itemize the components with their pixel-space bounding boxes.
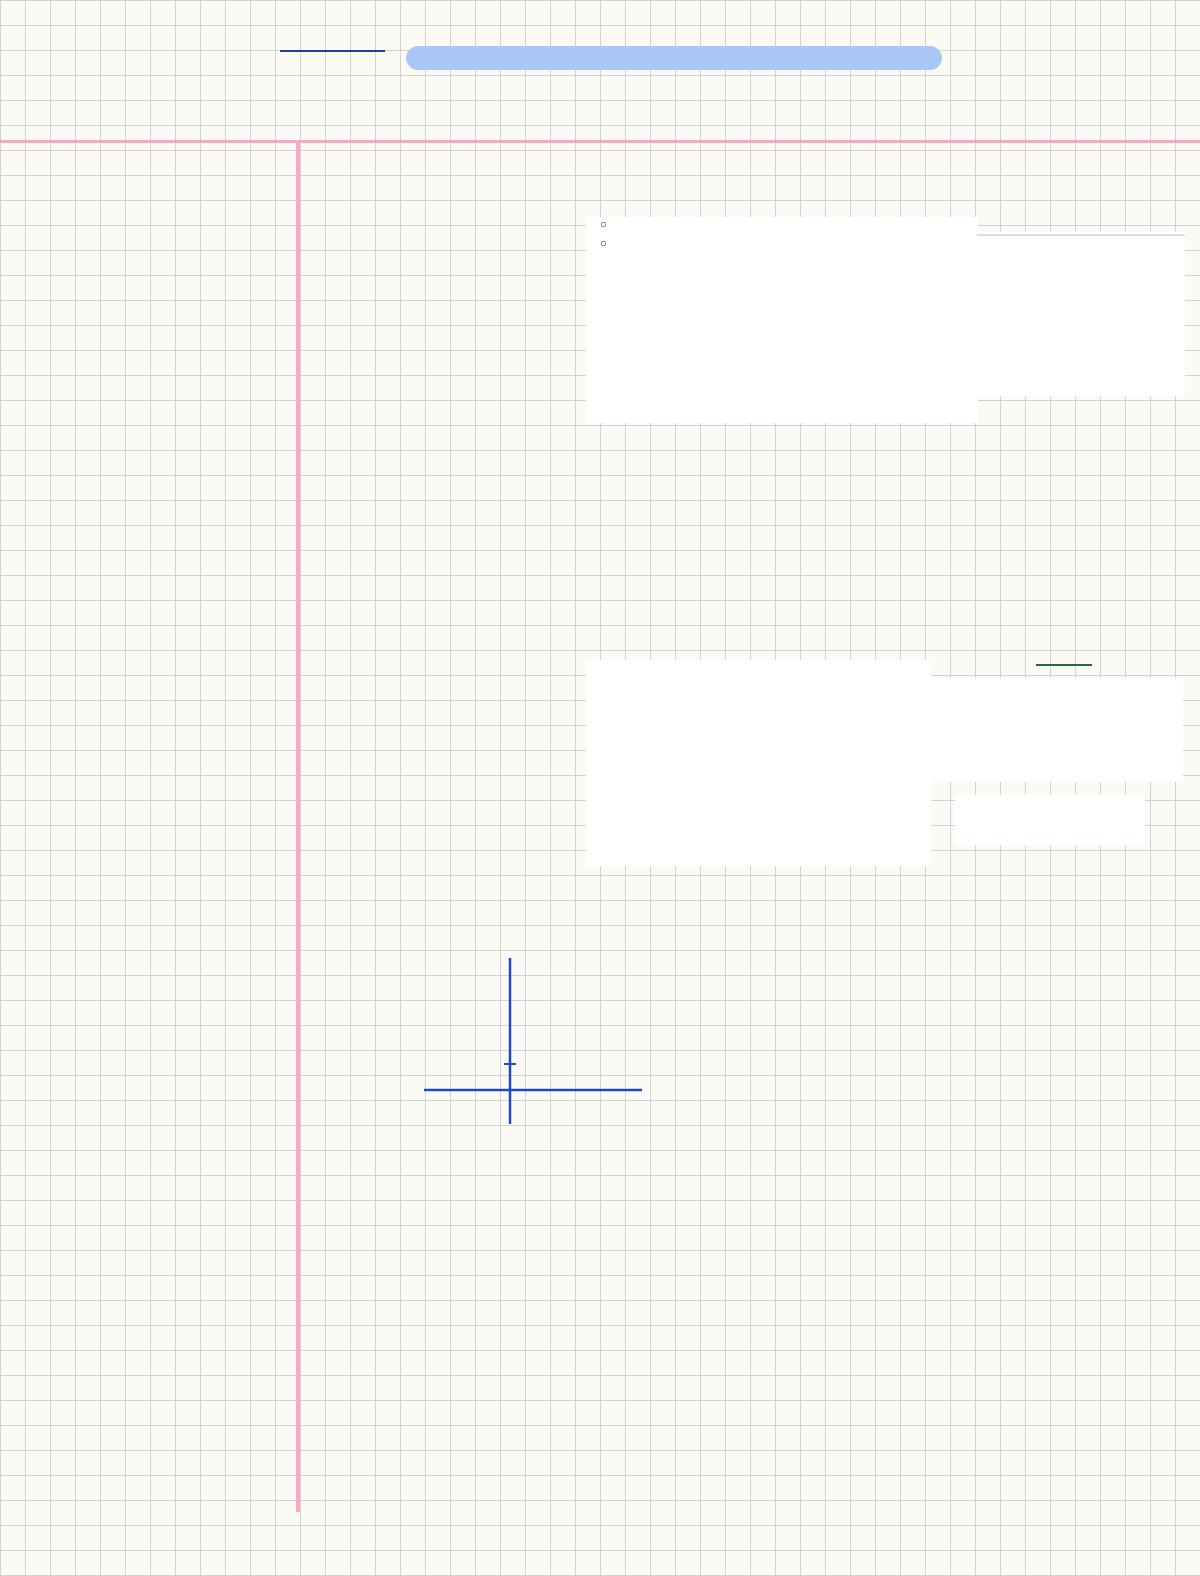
clip1-probability: ○ [600, 219, 607, 231]
clip1-example: ○ [600, 238, 607, 250]
